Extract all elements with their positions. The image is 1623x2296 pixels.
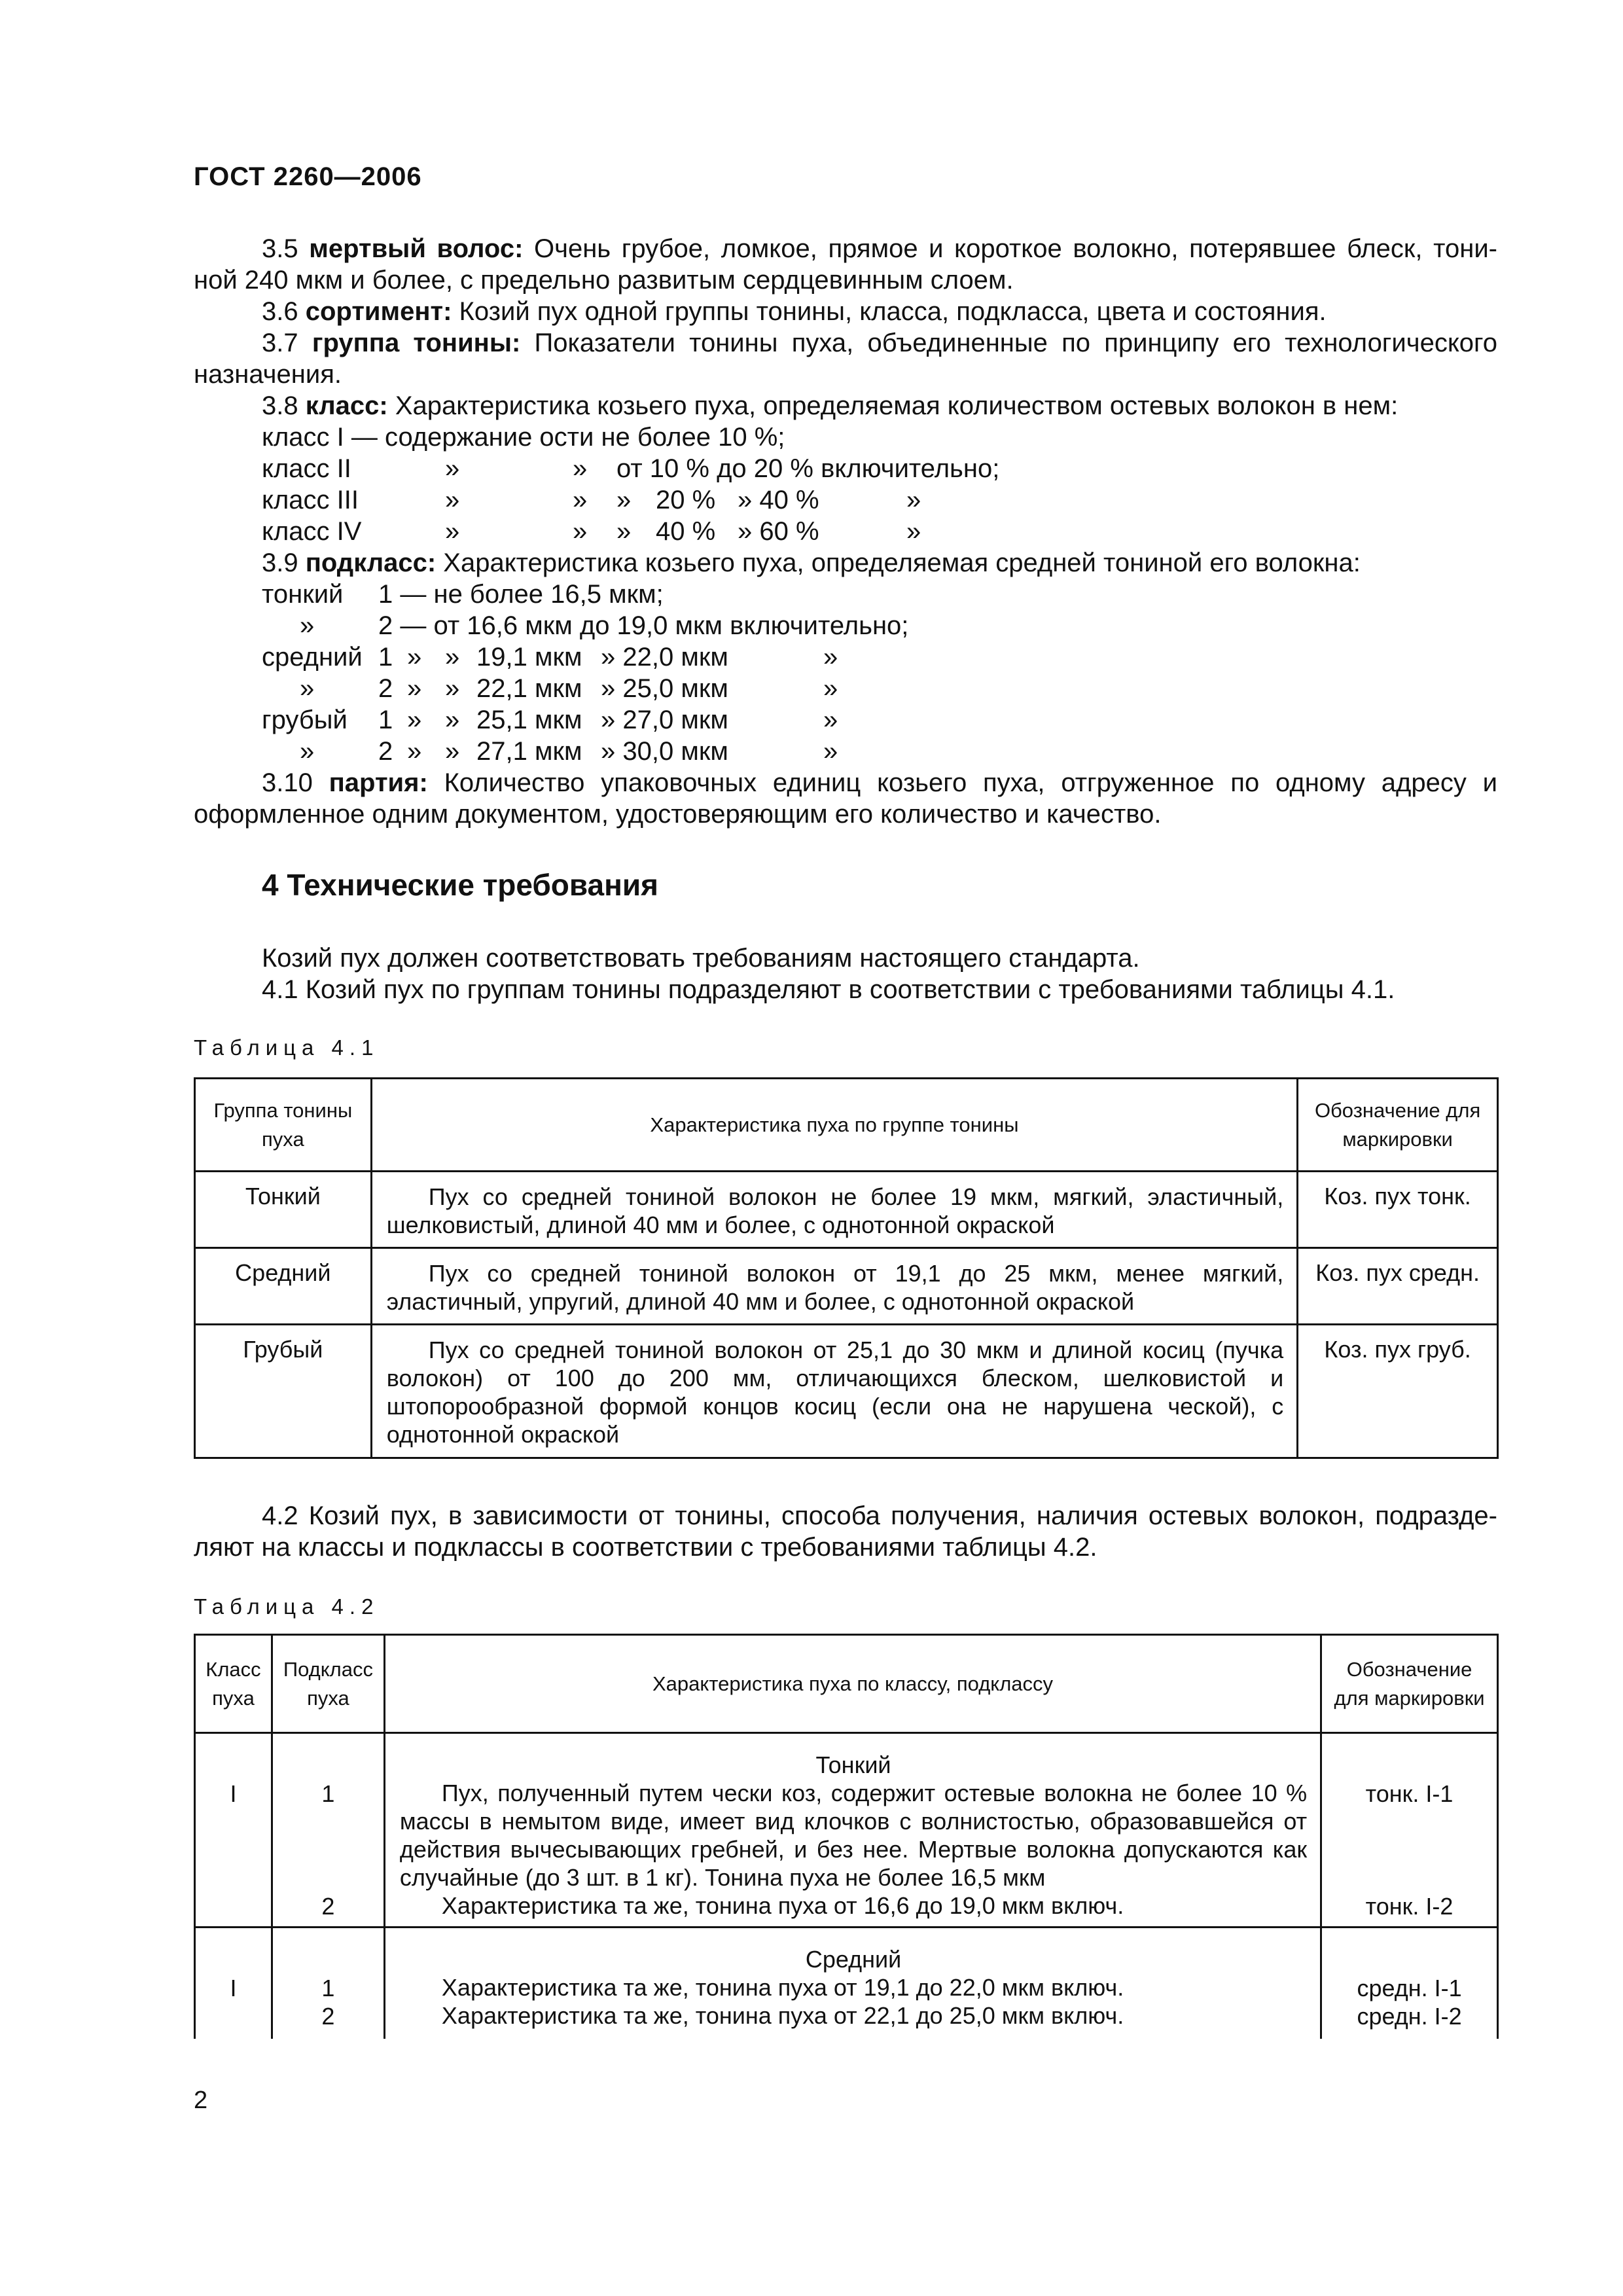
definition-term: партия: [329, 768, 428, 797]
definition-term: класс: [305, 391, 388, 420]
subclass-to: » 27,0 мкм [601, 706, 728, 734]
definition-text: Показатели тонины пуха, объединенные по принципу его технологического [534, 329, 1497, 357]
table-4-1-caption: Таблица 4.1 [194, 1035, 380, 1060]
description-cell: Пух со средней тониной волокон от 19,1 до 25 мкм, менее мягкий, эластичный, упругий, длиной 40 мм и более, с однотонной окраской [371, 1248, 1297, 1325]
definition-3-7-line2: назначения. [194, 360, 342, 389]
group-cell: Средний [195, 1248, 372, 1325]
group-cell: Тонкий [195, 1172, 372, 1248]
ditto-mark: » [616, 486, 632, 514]
ditto-mark: » [407, 737, 422, 766]
definition-term: сортимент: [305, 297, 452, 326]
subclass-name: тонкий [262, 580, 344, 609]
class-line-3 [0, 484, 1623, 516]
subclass-line-6 [0, 736, 1623, 767]
class-range-from: 20 % [656, 486, 716, 514]
group-title: Средний [805, 1946, 902, 1973]
definition-3-5-line1 [194, 233, 1497, 264]
marking-cell: Коз. пух средн. [1298, 1248, 1498, 1325]
table-4-2-caption: Таблица 4.2 [194, 1594, 380, 1619]
subclass-number: 2 [378, 737, 393, 766]
definition-text: Характеристика козьего пуха, определяемая количеством остевых волокон в нем: [395, 391, 1399, 420]
document-code: ГОСТ 2260—2006 [194, 162, 422, 191]
group-cell: Грубый [195, 1325, 372, 1458]
ditto-mark: » [445, 643, 460, 672]
table-row [195, 1928, 1498, 2039]
table-header: Обозначение для маркировки [1298, 1079, 1498, 1172]
subclass-from: 27,1 мкм [476, 737, 582, 766]
subclass-range: 1 — не более 16,5 мкм; [378, 580, 664, 609]
paragraph-4-1: 4.1 Козий пух по группам тонины подразделяют в соответствии с требованиями таблицы 4.1. [262, 975, 1395, 1004]
table-header: Класс пуха [195, 1635, 272, 1733]
definition-term: группа тонины: [312, 329, 521, 357]
class-cell: I [195, 1733, 272, 1928]
section-title: 4 Технические требования [262, 868, 658, 902]
definition-number: 3.10 [262, 768, 313, 797]
definition-3-10-line1 [194, 767, 1497, 798]
ditto-mark: » [445, 737, 460, 766]
subclass-to: » 25,0 мкм [601, 674, 728, 703]
subclass-cell: 1 2 [272, 1733, 384, 1928]
class-range-from: 40 % [656, 517, 716, 546]
table-row [195, 1172, 1498, 1248]
ditto-mark: » [407, 643, 422, 672]
definition-text: Козий пух одной группы тонины, класса, подкласса, цвета и состояния. [459, 297, 1327, 326]
definition-number: 3.7 [262, 329, 298, 357]
class-cell: I [195, 1928, 272, 2039]
subclass-from: 22,1 мкм [476, 674, 582, 703]
marking-cell: средн. I-1 средн. I-2 [1321, 1928, 1498, 2039]
table-row [195, 1325, 1498, 1458]
ditto-mark: » [906, 517, 921, 546]
table-4-2 [194, 1634, 1499, 2039]
ditto-mark: » [906, 486, 921, 514]
table-header: Группа тонины пуха [195, 1079, 372, 1172]
subclass-line-5 [0, 704, 1623, 736]
table-header: Характеристика пуха по группе тонины [371, 1079, 1297, 1172]
class-label: класс IV [262, 517, 362, 546]
subclass-to: » 22,0 мкм [601, 643, 728, 672]
class-line-2 [0, 453, 1623, 484]
definition-number: 3.6 [262, 297, 298, 326]
page-number: 2 [194, 2087, 208, 2114]
definition-text: Очень грубое, ломкое, прямое и короткое волокно, потерявшее блеск, тони- [534, 234, 1497, 263]
ditto-mark: » [445, 486, 460, 514]
ditto-mark: » [445, 454, 460, 483]
definition-3-8 [262, 390, 1398, 422]
class-range: от 10 % до 20 % включительно; [616, 454, 1000, 483]
table-header: Подкласс пуха [272, 1635, 384, 1733]
class-line-4 [0, 516, 1623, 547]
definition-3-10-line2: оформленное одним документом, удостоверяющим его количество и качество. [194, 800, 1162, 829]
ditto-mark: » [823, 706, 838, 734]
class-range-to: » 60 % [738, 517, 819, 546]
definition-3-7-line1 [194, 327, 1497, 359]
ditto-mark: » [445, 517, 460, 546]
subclass-name: грубый [262, 706, 348, 734]
table-row [195, 1248, 1498, 1325]
ditto-mark: » [300, 737, 315, 766]
subclass-to: » 30,0 мкм [601, 737, 728, 766]
description-cell: Средний Характеристика та же, тонина пуха от 19,1 до 22,0 мкм включ. Характеристика та же, тонина пуха от 22,1 до 25,0 мкм включ. [384, 1928, 1321, 2039]
ditto-mark: » [407, 706, 422, 734]
marking-cell: Коз. пух тонк. [1298, 1172, 1498, 1248]
definition-3-6 [262, 296, 1327, 327]
table-header: Характеристика пуха по классу, подклассу [384, 1635, 1321, 1733]
definition-term: мертвый волос: [309, 234, 524, 263]
description-cell: Пух со средней тониной волокон от 25,1 до 30 мкм и длиной косиц (пучка волокон) от 100 до 200 мм, отличающихся блеском, шелковистой и штопорообразной формой концов косиц (если она не нарушена ческой), с однотонной окраской [371, 1325, 1297, 1458]
definition-3-9 [262, 547, 1361, 579]
definition-number: 3.9 [262, 548, 298, 577]
ditto-mark: » [616, 517, 632, 546]
definition-text: Количество упаковочных единиц козьего пуха, отгруженное по одному адресу и [444, 768, 1497, 797]
subclass-range: 2 — от 16,6 мкм до 19,0 мкм включительно; [378, 611, 909, 640]
subclass-number: 1 [378, 706, 393, 734]
subclass-line-1 [0, 579, 1623, 610]
description-cell: Тонкий Пух, полученный путем чески коз, содержит остевые волокна не более 10 % массы в немытом виде, имеет вид клочков с волнистостью, образовавшейся от действия вычесывающих гребней, и без нее. Мертвые волокна допускаются как случайные (до 3 шт. в 1 кг). Тонина пуха не более 16,5 мкм Характеристика та же, тонина пуха от 16,6 до 19,0 мкм включ. [384, 1733, 1321, 1928]
ditto-mark: » [573, 517, 588, 546]
marking-cell: Коз. пух груб. [1298, 1325, 1498, 1458]
ditto-mark: » [573, 454, 588, 483]
description-cell: Пух со средней тониной волокон не более 19 мкм, мягкий, эластичный, шелковистый, длиной 40 мм и более, с однотонной окраской [371, 1172, 1297, 1248]
subclass-line-3 [0, 641, 1623, 673]
subclass-number: 2 [378, 674, 393, 703]
ditto-mark: » [823, 674, 838, 703]
subclass-from: 19,1 мкм [476, 643, 582, 672]
ditto-mark: » [823, 643, 838, 672]
class-label: класс III [262, 486, 359, 514]
definition-number: 3.5 [262, 234, 298, 263]
ditto-mark: » [300, 674, 315, 703]
ditto-mark: » [445, 706, 460, 734]
definition-term: подкласс: [305, 548, 437, 577]
definition-text: Характеристика козьего пуха, определяемая средней тониной его волокна: [443, 548, 1361, 577]
ditto-mark: » [823, 737, 838, 766]
subclass-from: 25,1 мкм [476, 706, 582, 734]
ditto-mark: » [445, 674, 460, 703]
marking-cell: тонк. I-1 тонк. I-2 [1321, 1733, 1498, 1928]
paragraph-4-2-line1: 4.2 Козий пух, в зависимости от тонины, способа получения, наличия остевых волокон, подразде- [262, 1501, 1497, 1530]
paragraph-4-2-line2: ляют на классы и подклассы в соответствии с требованиями таблицы 4.2. [194, 1533, 1097, 1562]
table-row [195, 1733, 1498, 1928]
definition-number: 3.8 [262, 391, 298, 420]
class-line-1: класс I — содержание ости не более 10 %; [262, 423, 785, 452]
subclass-line-2 [0, 610, 1623, 641]
ditto-mark: » [407, 674, 422, 703]
subclass-line-4 [0, 673, 1623, 704]
definition-3-5-line2: ной 240 мкм и более, с предельно развитым сердцевинным слоем. [194, 266, 1014, 295]
group-title: Тонкий [815, 1751, 891, 1778]
table-4-1 [194, 1077, 1499, 1459]
ditto-mark: » [300, 611, 315, 640]
class-label: класс II [262, 454, 351, 483]
class-range-to: » 40 % [738, 486, 819, 514]
table-header: Обозначение для маркировки [1321, 1635, 1498, 1733]
subclass-cell: 1 2 [272, 1928, 384, 2039]
subclass-number: 1 [378, 643, 393, 672]
section-intro: Козий пух должен соответствовать требованиям настоящего стандарта. [262, 944, 1140, 973]
ditto-mark: » [573, 486, 588, 514]
subclass-name: средний [262, 643, 363, 672]
